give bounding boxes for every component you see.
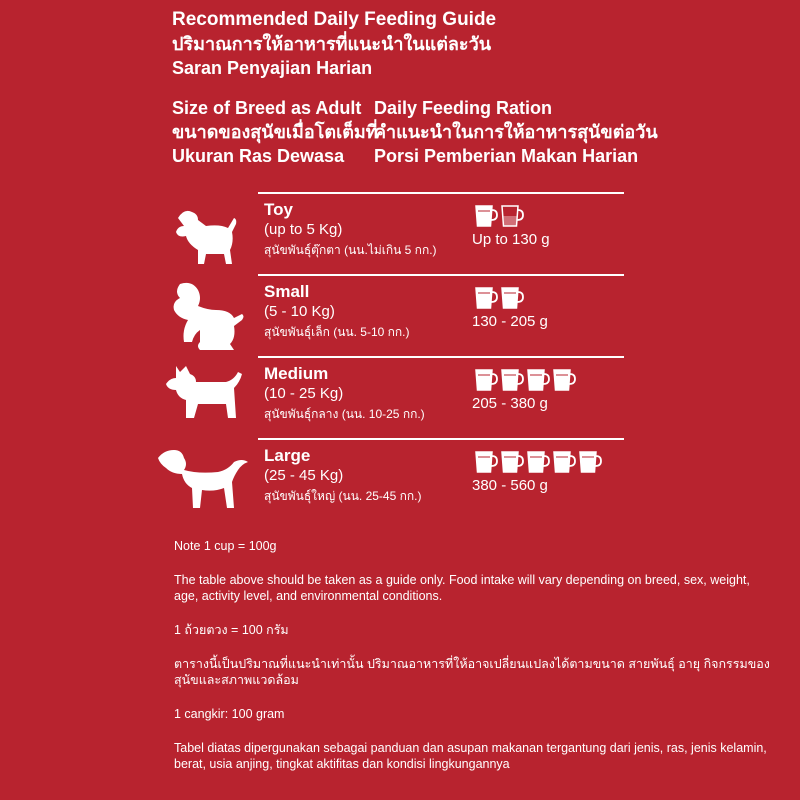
breed-thai-label: สุนัขพันธุ์กลาง (นน. 10-25 กก.) xyxy=(264,407,425,421)
feeding-amount: Up to 130 g xyxy=(472,231,550,248)
breed-size-header xyxy=(172,96,378,168)
breed-name: Medium xyxy=(264,364,329,383)
row-divider xyxy=(258,192,624,194)
row-divider xyxy=(258,438,624,440)
breed-info xyxy=(264,282,410,342)
breed-info xyxy=(264,364,425,424)
breed-weight-range: (25 - 45 Kg) xyxy=(264,467,344,484)
title-thai: ปริมาณการให้อาหารที่แนะนำในแต่ละวัน xyxy=(172,34,491,54)
measuring-cup-icon xyxy=(474,286,498,310)
daily-ration-header-id: Porsi Pemberian Makan Harian xyxy=(374,146,639,166)
feeding-row-toy xyxy=(156,192,626,274)
breed-thai-label: สุนัขพันธุ์ตุ๊กตา (นน.ไม่เกิน 5 กก.) xyxy=(264,243,437,257)
measuring-cup-icon xyxy=(552,368,576,392)
cup-indicator xyxy=(474,450,602,474)
breed-weight-range: (up to 5 Kg) xyxy=(264,221,343,238)
breed-name: Toy xyxy=(264,200,293,219)
note-guide-english: The table above should be taken as a guide only. Food intake will vary depending on breed, sex, weight, age, activity level, and environmental conditions. xyxy=(174,573,750,603)
measuring-cup-icon xyxy=(552,450,576,474)
feeding-row-medium xyxy=(156,356,626,438)
note-cup-english: Note 1 cup = 100g xyxy=(174,539,277,553)
feeding-row-small xyxy=(156,274,626,356)
note-cup-thai: 1 ถ้วยตวง = 100 กรัม xyxy=(174,623,289,637)
cup-indicator xyxy=(474,368,576,392)
breed-thai-label: สุนัขพันธุ์เล็ก (นน. 5-10 กก.) xyxy=(264,325,410,339)
measuring-cup-icon xyxy=(500,450,524,474)
breed-info xyxy=(264,200,437,260)
small-dog-icon xyxy=(156,280,250,350)
toy-dog-icon xyxy=(156,198,250,268)
row-divider xyxy=(258,356,624,358)
breed-name: Small xyxy=(264,282,310,301)
note-guide-thai: ตารางนี้เป็นปริมาณที่แนะนำเท่านั้น ปริมาณอาหารที่ให้อาจเปลี่ยนแปลงได้ตามขนาด สายพันธุ์ อายุ กิจกรรมของสุนัขและสภาพแวดล้อม xyxy=(174,657,770,687)
cup-indicator xyxy=(474,204,524,228)
breed-size-header-en: Size of Breed as Adult xyxy=(172,98,362,118)
measuring-cup-icon xyxy=(526,450,550,474)
measuring-cup-icon xyxy=(500,368,524,392)
row-divider xyxy=(258,274,624,276)
note-cup-indonesian: 1 cangkir: 100 gram xyxy=(174,707,285,721)
measuring-cup-icon xyxy=(500,286,524,310)
large-dog-icon xyxy=(156,444,250,514)
measuring-cup-icon xyxy=(526,368,550,392)
breed-thai-label: สุนัขพันธุ์ใหญ่ (นน. 25-45 กก.) xyxy=(264,489,422,503)
measuring-cup-icon xyxy=(474,450,498,474)
feeding-amount: 205 - 380 g xyxy=(472,395,548,412)
breed-name: Large xyxy=(264,446,311,465)
measuring-cup-icon xyxy=(474,368,498,392)
note-guide-indonesian: Tabel diatas dipergunakan sebagai panduan dan asupan makanan tergantung dari jenis, ras, jenis kelamin, berat, usia anjing, tingkat aktifitas dan kondisi lingkungannya xyxy=(174,741,767,771)
breed-size-header-id: Ukuran Ras Dewasa xyxy=(172,146,345,166)
feeding-row-large xyxy=(156,438,626,520)
notes xyxy=(174,538,774,790)
feeding-amount: 380 - 560 g xyxy=(472,477,548,494)
title-indonesian: Saran Penyajian Harian xyxy=(172,58,373,78)
measuring-cup-icon xyxy=(474,204,498,228)
breed-size-header-th: ขนาดของสุนัขเมื่อโตเต็มที่ xyxy=(172,122,378,142)
cup-indicator xyxy=(474,286,524,310)
breed-weight-range: (10 - 25 Kg) xyxy=(264,385,344,402)
title-english: Recommended Daily Feeding Guide xyxy=(172,9,497,30)
measuring-cup-icon xyxy=(578,450,602,474)
feeding-amount: 130 - 205 g xyxy=(472,313,548,330)
breed-weight-range: (5 - 10 Kg) xyxy=(264,303,335,320)
half-cup-icon xyxy=(500,204,524,228)
daily-ration-header xyxy=(374,96,658,168)
daily-ration-header-en: Daily Feeding Ration xyxy=(374,98,553,118)
daily-ration-header-th: คำแนะนำในการให้อาหารสุนัขต่อวัน xyxy=(374,122,658,142)
breed-info xyxy=(264,446,421,506)
medium-dog-icon xyxy=(156,362,250,432)
header xyxy=(172,8,496,80)
